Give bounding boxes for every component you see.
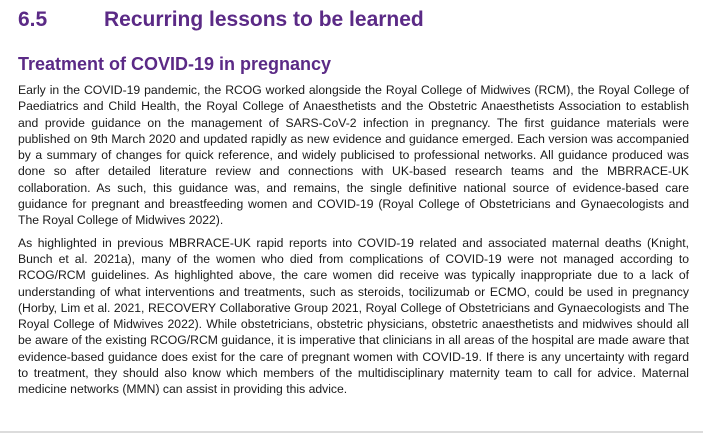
- section-number: 6.5: [18, 8, 48, 31]
- body-paragraph-1: Early in the COVID-19 pandemic, the RCOG worked alongside the Royal College of Midwives (RCM), the Royal College of Paediatrics and Child Health, the Royal College of Anaesthetists and the Obstetric Anaesthetists Association to establish and provide guidance on the management of SARS-CoV-2 infection in pregnancy. The first guidance materials were published on 9th March 2020 and updated rapidly as new evidence and guidance emerged. Each version was accompanied by a summary of changes for quick reference, and widely publicised to professional networks. All guidance produced was done so after detailed literature review and connections with UK-based research teams and the MBRRACE-UK collaboration. As such, this guidance was, and remains, the single definitive national source of evidence-based care guidance for pregnant and breastfeeding women and COVID-19 (Royal College of Obstetricians and Gynaecologists and The Royal College of Midwives 2022).: [18, 83, 689, 228]
- subsection-title: Treatment of COVID-19 in pregnancy: [18, 54, 332, 74]
- body-paragraph-2: As highlighted in previous MBRRACE-UK rapid reports into COVID-19 related and associated maternal deaths (Knight, Bunch et al. 2021a), many of the women who died from complications of COVID-19 were not managed according to RCOG/RCM guidelines. As highlighted above, the care women did receive was typically inappropriate due to a lack of understanding of what interventions and treatments, such as steroids, tocilizumab or ECMO, could be used in pregnancy (Horby, Lim et al. 2021, RECOVERY Collaborative Group 2021, Royal College of Obstetricians and Gynaecologists and The Royal College of Midwives 2022). While obstetricians, obstetric physicians, obstetric anaesthetists and midwives should all be aware of the existing RCOG/RCM guidance, it is imperative that clinicians in all areas of the hospital are made aware that evidence-based guidance does exist for the care of pregnant women with COVID-19. If there is any uncertainty with regard to treatment, they should also know which members of the multidisciplinary maternity team to call for advice. Maternal medicine networks (MMN) can assist in providing this advice.: [18, 235, 689, 397]
- section-heading: [18, 8, 689, 38]
- section-title: Recurring lessons to be learned: [104, 8, 424, 31]
